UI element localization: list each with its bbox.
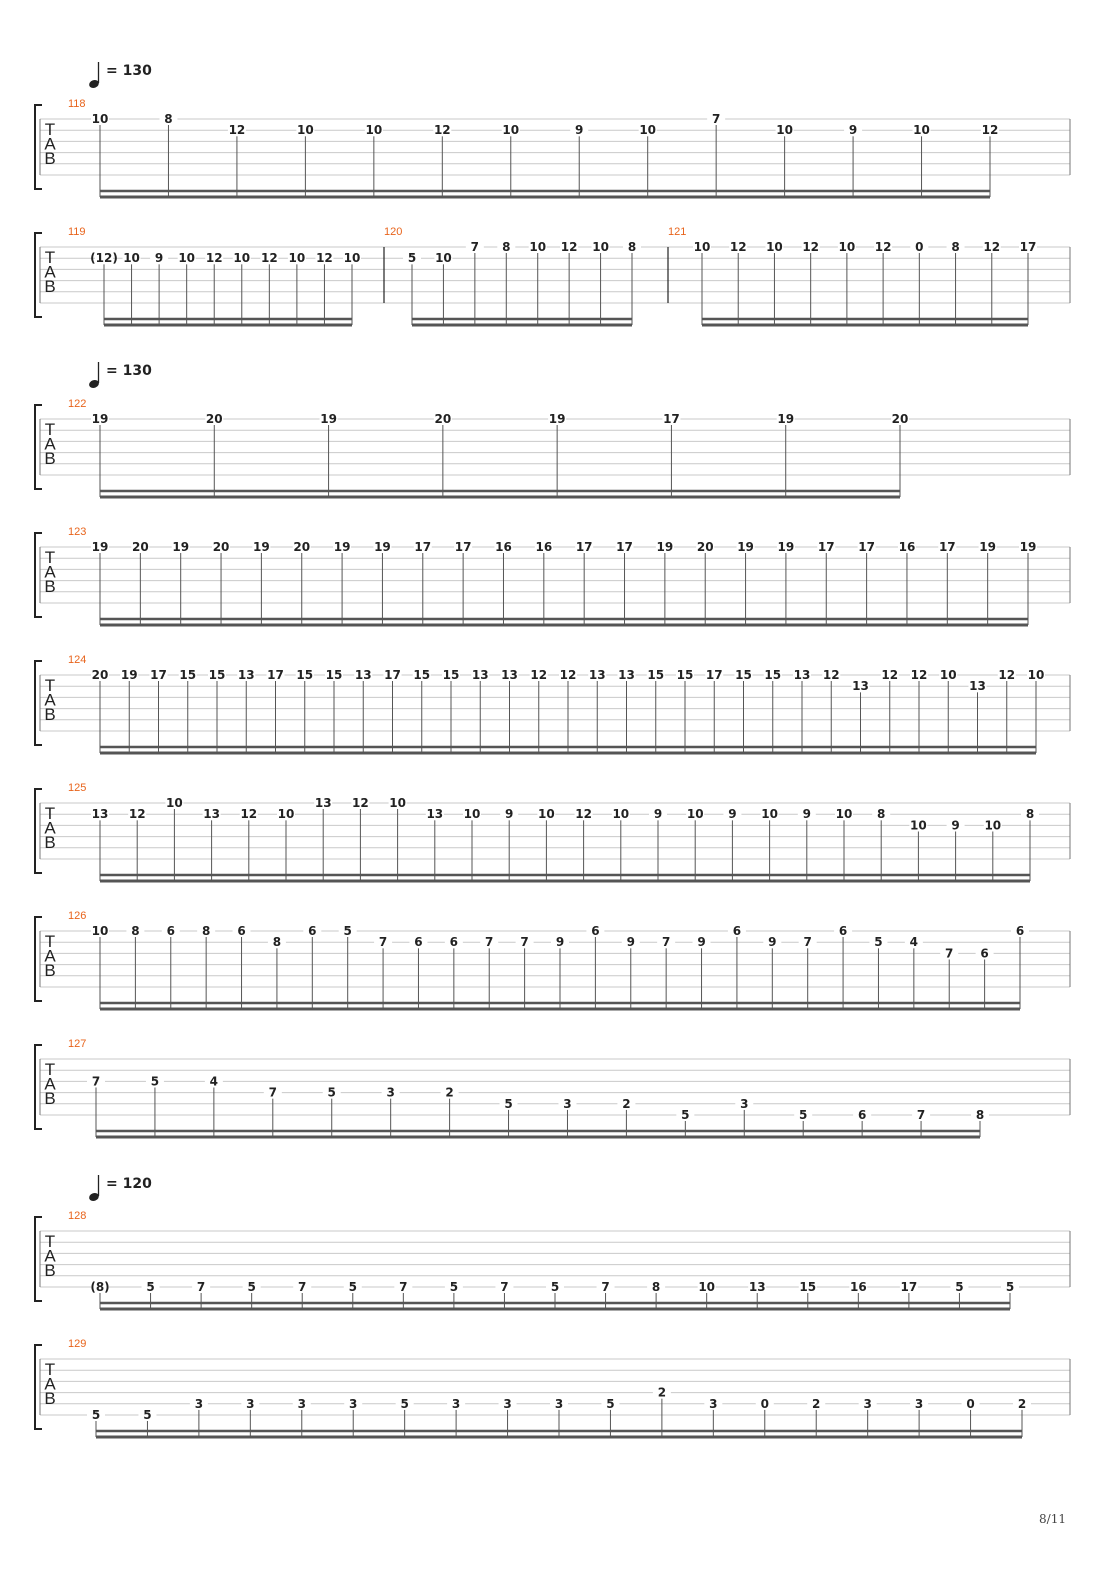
fret-number: 17 (616, 540, 633, 554)
bar-number: 124 (68, 654, 87, 666)
fret-number: 12 (228, 123, 246, 138)
fret-number: 13 (588, 668, 606, 682)
fret-number: 12 (560, 240, 578, 254)
fret-number: 8 (951, 240, 960, 254)
tab-clef-letter: T (44, 804, 56, 823)
tab-clef-letter: B (44, 833, 56, 852)
fret-number: 5 (407, 251, 417, 266)
fret-number: 12 (559, 668, 577, 682)
fret-number: 8 (627, 240, 637, 254)
fret-number: 6 (166, 924, 175, 938)
fret-number: 6 (732, 924, 742, 938)
fret-number: 7 (945, 946, 954, 961)
fret-number: 8 (131, 924, 140, 938)
fret-number: 7 (520, 935, 529, 950)
fret-number: 12 (316, 251, 333, 266)
fret-number: 13 (618, 668, 635, 682)
fret-number: 7 (378, 935, 388, 950)
fret-number: 12 (575, 807, 592, 822)
fret-number: 9 (653, 807, 663, 822)
tab-clef-letter: B (44, 1261, 56, 1280)
fret-number: 7 (298, 1280, 307, 1294)
fret-number: 13 (969, 679, 986, 694)
tempo-mark (88, 1175, 152, 1202)
fret-number: 13 (426, 807, 444, 822)
fret-number: 17 (454, 540, 472, 554)
fret-number: 17 (414, 540, 432, 554)
fret-number: 10 (91, 924, 109, 938)
fret-number: 4 (209, 1074, 219, 1089)
fret-number: 7 (485, 935, 494, 950)
tab-system (35, 398, 1070, 497)
fret-number: 16 (849, 1280, 867, 1294)
fret-number: 13 (203, 807, 220, 822)
fret-number: 7 (803, 935, 812, 950)
fret-number: 0 (966, 1396, 975, 1411)
fret-number: 3 (194, 1396, 204, 1411)
fret-number: 10 (297, 123, 314, 138)
fret-number: 19 (548, 412, 566, 426)
fret-number: 10 (838, 240, 856, 254)
fret-number: 6 (237, 924, 246, 938)
fret-number: 3 (709, 1396, 718, 1411)
fret-number: 13 (852, 679, 869, 694)
fret-number: 10 (766, 240, 783, 254)
fret-number: 7 (399, 1280, 408, 1294)
tempo-mark (88, 362, 152, 389)
fret-number: 19 (253, 540, 270, 554)
fret-number: 7 (470, 240, 480, 254)
tab-system (35, 782, 1070, 881)
bar-number: 129 (68, 1338, 87, 1350)
fret-number: 9 (697, 935, 706, 950)
fret-number: 8 (1025, 807, 1035, 822)
fret-number: 10 (389, 796, 406, 810)
bar-number: 123 (68, 526, 87, 538)
fret-number: 12 (260, 251, 278, 266)
fret-number: 3 (297, 1396, 306, 1411)
fret-number: 7 (916, 1108, 926, 1122)
fret-number: 10 (913, 123, 930, 138)
fret-number: 20 (434, 412, 452, 426)
tab-clef-letter: B (44, 577, 56, 596)
fret-number: 10 (612, 807, 630, 822)
fret-number: 15 (208, 668, 226, 682)
fret-number: 15 (735, 668, 752, 682)
fret-number: 0 (915, 240, 924, 254)
fret-number: 15 (442, 668, 460, 682)
tab-clef-letter: A (44, 1374, 56, 1394)
fret-number: 10 (776, 123, 793, 138)
system-bracket (35, 405, 42, 489)
system-bracket (35, 105, 42, 189)
fret-number: 9 (802, 807, 811, 822)
fret-number: 17 (267, 668, 284, 682)
tab-system (35, 910, 1070, 1009)
fret-number: 10 (592, 240, 609, 254)
bar-number: 119 (68, 226, 86, 238)
fret-number: 17 (705, 668, 723, 682)
fret-number: 20 (293, 540, 311, 554)
fret-number: 19 (172, 540, 190, 554)
fret-number: 20 (91, 668, 109, 682)
fret-number: 19 (777, 540, 795, 554)
fret-number: 10 (835, 807, 853, 822)
fret-number: 9 (728, 807, 737, 822)
fret-number: 3 (563, 1096, 572, 1111)
fret-number: 20 (212, 540, 230, 554)
fret-number: 5 (504, 1096, 513, 1111)
fret-number: 16 (535, 540, 553, 554)
system-bracket (35, 661, 42, 745)
system-bracket (35, 1217, 42, 1301)
tab-clef-letter: A (44, 562, 56, 582)
tab-system (35, 1338, 1070, 1437)
fret-number: 9 (505, 807, 514, 822)
fret-number: 8 (272, 935, 282, 950)
tab-clef-letter: B (44, 277, 56, 296)
fret-number: 10 (910, 818, 927, 833)
tab-clef-letter: A (44, 818, 56, 838)
fret-number: 2 (622, 1096, 631, 1111)
fret-number: 2 (812, 1396, 821, 1411)
fret-number: 6 (980, 946, 989, 961)
fret-number: 12 (983, 240, 1001, 254)
system-bracket (35, 789, 42, 873)
fret-number: 17 (817, 540, 835, 554)
fret-number: 17 (663, 412, 680, 426)
tab-clef-letter: T (44, 248, 56, 267)
fret-number: 3 (503, 1396, 512, 1411)
fret-number: 5 (146, 1280, 155, 1294)
tab-clef-letter: B (44, 449, 56, 468)
fret-number: 15 (647, 668, 665, 682)
fret-number: 5 (400, 1396, 409, 1411)
fret-number: 0 (760, 1396, 769, 1411)
fret-number: 5 (874, 935, 883, 950)
tab-clef-letter: A (44, 262, 56, 282)
fret-number: 3 (914, 1396, 924, 1411)
fret-number: 13 (501, 668, 518, 682)
page-number: 8/11 (1039, 1512, 1066, 1526)
tab-clef-letter: T (44, 548, 56, 567)
fret-number: 17 (858, 540, 875, 554)
fret-number: 3 (740, 1096, 749, 1111)
fret-number: 9 (626, 935, 635, 950)
fret-number: 19 (777, 412, 795, 426)
fret-number: 7 (91, 1074, 101, 1089)
tab-clef-letter: A (44, 1246, 56, 1266)
fret-number: 12 (881, 668, 899, 682)
tab-clef-letter: B (44, 1089, 56, 1108)
tab-clef-letter: A (44, 134, 56, 154)
fret-number: 5 (327, 1085, 336, 1100)
fret-number: 9 (154, 251, 164, 266)
fret-number: 19 (656, 540, 674, 554)
fret-number: 12 (352, 796, 369, 810)
bar-number: 128 (68, 1210, 87, 1222)
tab-system (35, 654, 1070, 753)
fret-number: 6 (838, 924, 848, 938)
fret-number: 17 (150, 668, 167, 682)
fret-number: 3 (386, 1085, 395, 1100)
fret-number: 12 (981, 123, 999, 138)
fret-number: 15 (764, 668, 782, 682)
fret-number: 20 (131, 540, 149, 554)
fret-number: 13 (793, 668, 811, 682)
fret-number: 7 (196, 1280, 206, 1294)
fret-number: 13 (354, 668, 372, 682)
bar-number: 126 (68, 910, 87, 922)
fret-number: 17 (384, 668, 401, 682)
fret-number: 10 (939, 668, 957, 682)
fret-number: 8 (877, 807, 886, 822)
fret-number: 10 (984, 818, 1002, 833)
fret-number: 10 (538, 807, 555, 822)
fret-number: 10 (761, 807, 778, 822)
fret-number: 5 (550, 1280, 560, 1294)
fret-number: 12 (910, 668, 928, 682)
fret-number: 3 (349, 1396, 358, 1411)
tab-clef-letter: B (44, 1389, 56, 1408)
fret-number: 6 (1015, 924, 1025, 938)
fret-number: 5 (143, 1408, 152, 1422)
fret-number: 5 (799, 1108, 808, 1122)
fret-number: 19 (1019, 540, 1037, 554)
system-bracket (35, 917, 42, 1001)
fret-number: 10 (123, 251, 140, 266)
fret-number: 2 (445, 1085, 454, 1100)
fret-number: 2 (1017, 1396, 1027, 1411)
fret-number: 13 (314, 796, 332, 810)
fret-number: 5 (91, 1408, 101, 1422)
fret-number: 4 (909, 935, 919, 950)
tab-system (35, 1210, 1070, 1309)
fret-number: 19 (91, 412, 109, 426)
tab-systems (35, 62, 1070, 1437)
fret-number: 5 (348, 1280, 357, 1294)
fret-number: 10 (639, 123, 657, 138)
fret-number: 15 (413, 668, 431, 682)
fret-number: 13 (237, 668, 255, 682)
system-bracket (35, 233, 42, 317)
fret-number: 10 (435, 251, 452, 266)
fret-number: 13 (748, 1280, 766, 1294)
fret-number: 9 (768, 935, 777, 950)
fret-number: 5 (955, 1280, 964, 1294)
fret-number: 10 (529, 240, 547, 254)
tab-clef-letter: T (44, 1360, 56, 1379)
bar-number: 127 (68, 1038, 87, 1050)
fret-number: 10 (693, 240, 711, 254)
fret-number: 8 (502, 240, 511, 254)
fret-number: 15 (676, 668, 694, 682)
fret-number: 10 (698, 1280, 716, 1294)
fret-number: 5 (247, 1280, 256, 1294)
fret-number: 3 (246, 1396, 255, 1411)
fret-number: 15 (179, 668, 197, 682)
fret-number: 3 (554, 1396, 564, 1411)
fret-number: 13 (91, 807, 109, 822)
tempo-value: = 120 (106, 1176, 152, 1192)
fret-number: 16 (495, 540, 512, 554)
tab-system (35, 226, 1070, 325)
fret-number: 12 (433, 123, 451, 138)
fret-number: 5 (343, 924, 352, 938)
fret-number: 5 (606, 1396, 615, 1411)
fret-number: 6 (857, 1108, 867, 1122)
fret-number: 10 (91, 112, 109, 126)
fret-number: 17 (900, 1280, 918, 1294)
fret-number: 8 (201, 924, 211, 938)
fret-number: 19 (374, 540, 391, 554)
fret-number: 10 (277, 807, 295, 822)
fret-number: 7 (500, 1280, 509, 1294)
fret-number: (12) (90, 251, 118, 266)
bar-number: 118 (68, 98, 86, 110)
fret-number: 12 (530, 668, 548, 682)
fret-number: 9 (951, 818, 960, 833)
fret-number: 6 (591, 924, 600, 938)
fret-number: 10 (233, 251, 251, 266)
system-bracket (35, 533, 42, 617)
tab-clef-letter: T (44, 1232, 56, 1251)
fret-number: 9 (575, 123, 584, 138)
fret-number: 7 (711, 112, 721, 126)
fret-number: 3 (451, 1396, 461, 1411)
fret-number: 12 (998, 668, 1016, 682)
fret-number: 12 (874, 240, 892, 254)
fret-number: 15 (325, 668, 343, 682)
bar-number: 120 (384, 226, 403, 238)
tab-system (35, 98, 1070, 197)
fret-number: 9 (555, 935, 565, 950)
bar-number: 125 (68, 782, 87, 794)
fret-number: 10 (288, 251, 306, 266)
fret-number: 19 (979, 540, 997, 554)
fret-number: 10 (1027, 668, 1045, 682)
fret-number: 19 (120, 668, 138, 682)
fret-number: 7 (601, 1280, 610, 1294)
fret-number: 10 (166, 796, 183, 810)
tempo-value: = 130 (106, 363, 152, 379)
fret-number: 20 (891, 412, 909, 426)
fret-number: 17 (1019, 240, 1037, 254)
fret-number: 7 (268, 1085, 277, 1100)
fret-number: 15 (296, 668, 314, 682)
fret-number: 17 (575, 540, 593, 554)
tab-clef-letter: A (44, 946, 56, 966)
fret-number: 10 (686, 807, 704, 822)
fret-number: 6 (449, 935, 459, 950)
system-bracket (35, 1345, 42, 1429)
fret-number: 5 (681, 1108, 690, 1122)
tab-clef-letter: T (44, 932, 56, 951)
fret-number: 17 (938, 540, 956, 554)
bar-number: 121 (668, 226, 687, 238)
fret-number: 19 (737, 540, 754, 554)
tab-clef-letter: B (44, 961, 56, 980)
fret-number: 15 (799, 1280, 817, 1294)
fret-number: 12 (822, 668, 840, 682)
tab-system (35, 526, 1070, 625)
fret-number: 2 (657, 1385, 667, 1400)
tab-clef-letter: B (44, 705, 56, 724)
system-bracket (35, 1045, 42, 1129)
tab-system (35, 1038, 1070, 1137)
fret-number: 6 (308, 924, 317, 938)
fret-number: 8 (975, 1108, 985, 1122)
fret-number: 8 (651, 1280, 661, 1294)
fret-number: 12 (205, 251, 223, 266)
fret-number: 12 (729, 240, 747, 254)
fret-number: (8) (90, 1280, 110, 1294)
fret-number: 5 (150, 1074, 160, 1089)
fret-number: 10 (343, 251, 361, 266)
fret-number: 10 (178, 251, 196, 266)
fret-number: 5 (449, 1280, 459, 1294)
fret-number: 6 (414, 935, 423, 950)
fret-number: 10 (463, 807, 481, 822)
fret-number: 19 (320, 412, 337, 426)
tab-clef-letter: A (44, 1074, 56, 1094)
fret-number: 19 (333, 540, 351, 554)
fret-number: 8 (164, 112, 173, 126)
fret-number: 20 (205, 412, 223, 426)
fret-number: 13 (471, 668, 489, 682)
fret-number: 19 (91, 540, 109, 554)
fret-number: 7 (661, 935, 671, 950)
fret-number: 12 (802, 240, 820, 254)
tempo-value: = 130 (106, 63, 152, 79)
fret-number: 12 (128, 807, 146, 822)
fret-number: 12 (240, 807, 258, 822)
tab-clef-letter: A (44, 434, 56, 454)
fret-number: 10 (365, 123, 383, 138)
fret-number: 9 (848, 123, 858, 138)
fret-number: 20 (696, 540, 714, 554)
tab-clef-letter: T (44, 676, 56, 695)
tab-clef-letter: B (44, 149, 56, 168)
tab-clef-letter: T (44, 120, 56, 139)
fret-number: 5 (1005, 1280, 1015, 1294)
fret-number: 16 (898, 540, 916, 554)
tab-clef-letter: A (44, 690, 56, 710)
bar-number: 122 (68, 398, 87, 410)
tab-clef-letter: T (44, 420, 56, 439)
tab-clef-letter: T (44, 1060, 56, 1079)
fret-number: 3 (863, 1396, 872, 1411)
tempo-mark (88, 62, 152, 89)
fret-number: 10 (502, 123, 520, 138)
